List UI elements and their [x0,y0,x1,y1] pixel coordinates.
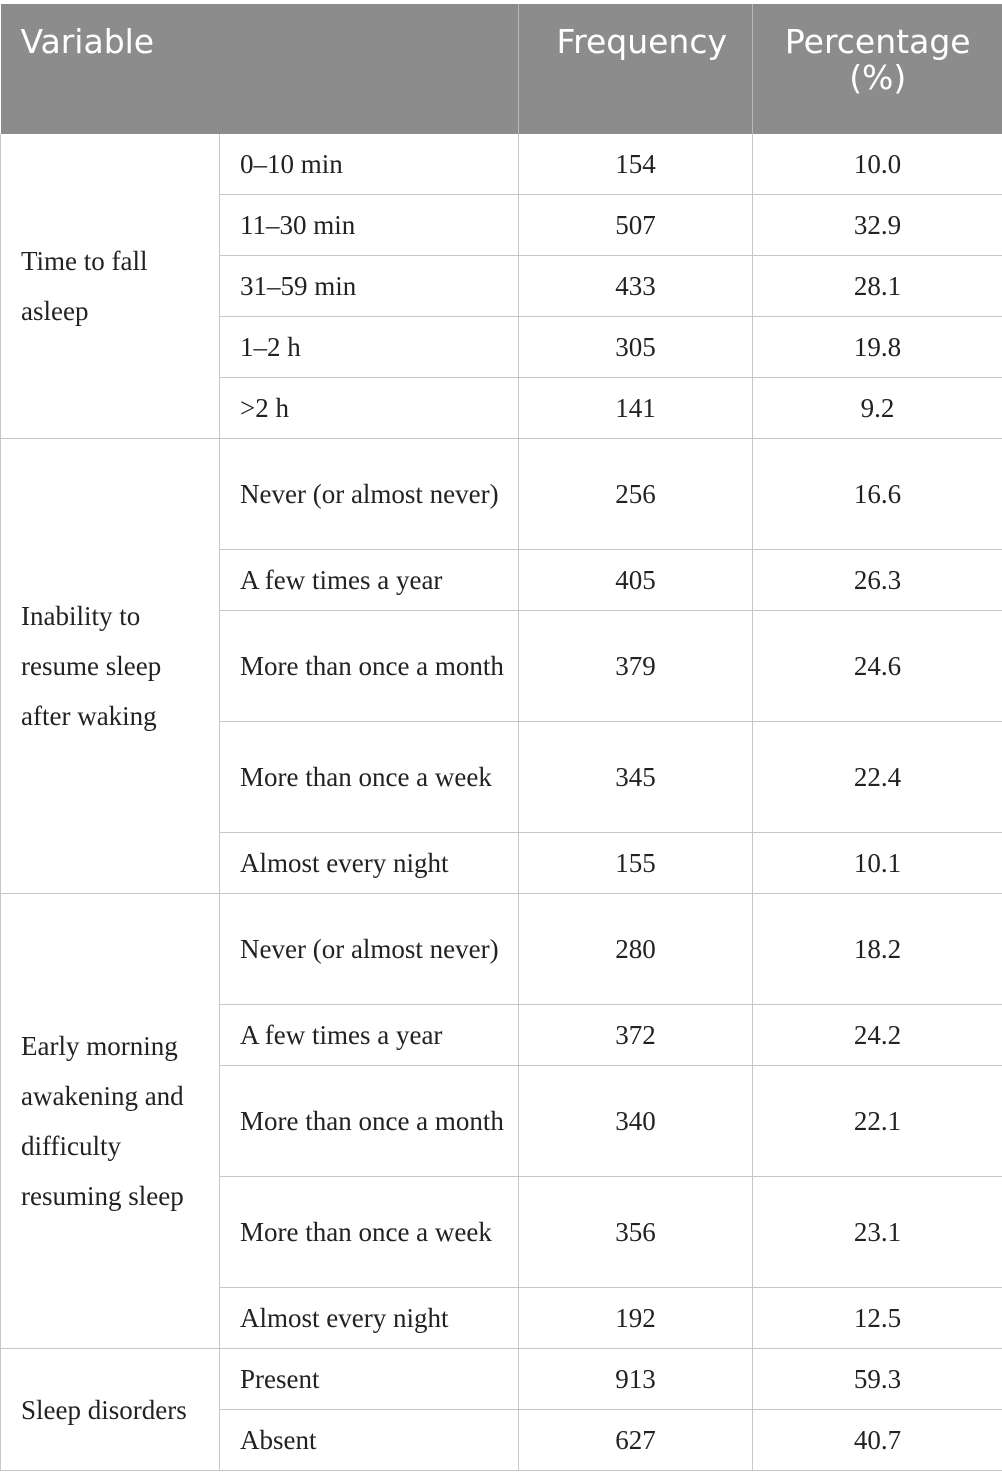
category-cell: More than once a week [220,1177,519,1288]
percentage-cell: 26.3 [753,550,1002,611]
category-cell: Absent [220,1410,519,1471]
frequency-cell: 913 [519,1349,753,1410]
frequency-cell: 340 [519,1066,753,1177]
category-cell: 31–59 min [220,256,519,317]
frequency-column-header: Frequency [519,4,753,134]
percentage-cell: 59.3 [753,1349,1002,1410]
header-row [1,4,1002,134]
percentage-column-header: Percentage (%) [753,4,1002,134]
frequency-cell: 356 [519,1177,753,1288]
frequency-cell: 154 [519,134,753,195]
category-cell: More than once a month [220,1066,519,1177]
category-cell: More than once a week [220,722,519,833]
percentage-cell: 10.1 [753,833,1002,894]
variable-column-header: Variable [1,4,519,134]
percentage-cell: 9.2 [753,378,1002,439]
table-row [1,1349,1002,1410]
frequency-cell: 627 [519,1410,753,1471]
table-row [1,134,1002,195]
percentage-cell: 23.1 [753,1177,1002,1288]
percentage-cell: 40.7 [753,1410,1002,1471]
category-cell: 0–10 min [220,134,519,195]
frequency-cell: 372 [519,1005,753,1066]
frequency-cell: 141 [519,378,753,439]
percentage-cell: 24.6 [753,611,1002,722]
frequency-cell: 433 [519,256,753,317]
frequency-cell: 345 [519,722,753,833]
percentage-cell: 19.8 [753,317,1002,378]
percentage-cell: 22.4 [753,722,1002,833]
category-cell: Never (or almost never) [220,894,519,1005]
category-cell: A few times a year [220,550,519,611]
variable-label: Inability to resume sleep after waking [1,439,220,894]
category-cell: Present [220,1349,519,1410]
category-cell: More than once a month [220,611,519,722]
percentage-cell: 10.0 [753,134,1002,195]
frequency-cell: 280 [519,894,753,1005]
category-cell: 1–2 h [220,317,519,378]
table-row [1,894,1002,1005]
frequency-cell: 507 [519,195,753,256]
variable-label: Sleep disorders [1,1349,220,1471]
variable-label: Early morning awakening and difficulty resuming sleep [1,894,220,1349]
sleep-characteristics-table [0,4,1002,1471]
category-cell: Almost every night [220,1288,519,1349]
category-cell: 11–30 min [220,195,519,256]
percentage-cell: 32.9 [753,195,1002,256]
percentage-cell: 16.6 [753,439,1002,550]
frequency-cell: 192 [519,1288,753,1349]
frequency-cell: 405 [519,550,753,611]
percentage-cell: 28.1 [753,256,1002,317]
percentage-cell: 18.2 [753,894,1002,1005]
category-cell: A few times a year [220,1005,519,1066]
frequency-cell: 305 [519,317,753,378]
percentage-cell: 24.2 [753,1005,1002,1066]
frequency-cell: 256 [519,439,753,550]
category-cell: Never (or almost never) [220,439,519,550]
category-cell: >2 h [220,378,519,439]
frequency-cell: 155 [519,833,753,894]
variable-label: Time to fall asleep [1,134,220,439]
table-body [1,134,1002,1471]
percentage-cell: 12.5 [753,1288,1002,1349]
table-header [1,4,1002,134]
table-row [1,439,1002,550]
percentage-cell: 22.1 [753,1066,1002,1177]
frequency-cell: 379 [519,611,753,722]
category-cell: Almost every night [220,833,519,894]
